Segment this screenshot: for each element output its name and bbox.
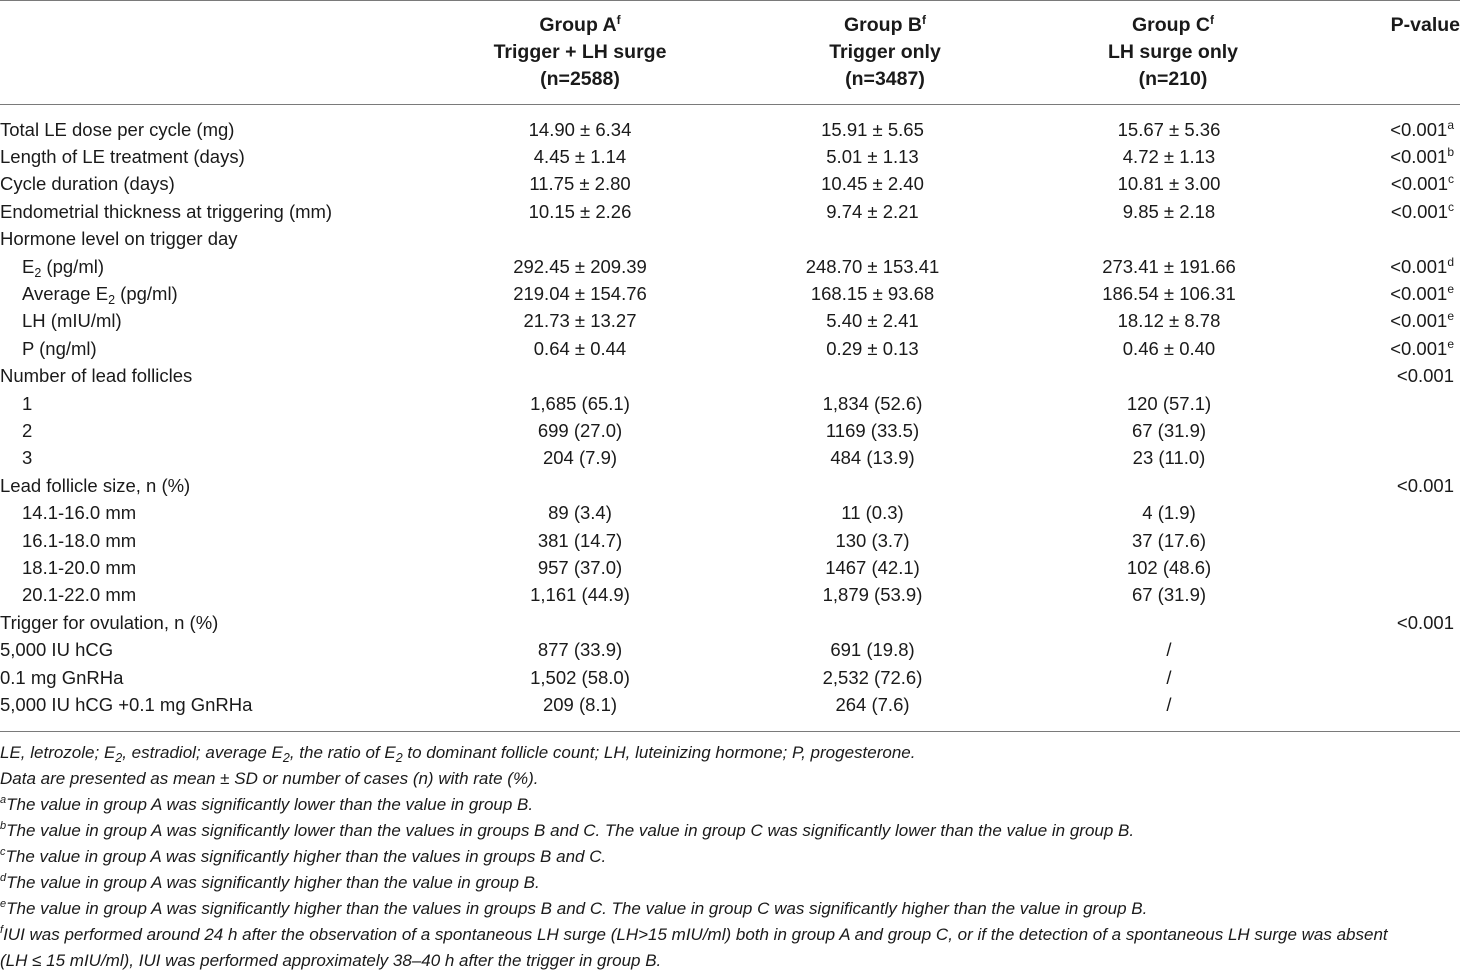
cell-p-value xyxy=(1313,116,1460,143)
top-rule xyxy=(0,0,1460,1)
cell-group-a xyxy=(440,472,720,499)
table-row xyxy=(0,499,1460,526)
cell-group-b: 264 (7.6) xyxy=(835,693,910,715)
cell-group-a: 957 (37.0) xyxy=(537,556,623,578)
cell-group-b: 2,532 (72.6) xyxy=(822,666,923,688)
cell-group-b: 11 (0.3) xyxy=(841,502,904,524)
footnote-list xyxy=(0,792,1460,974)
cell-group-b: 484 (13.9) xyxy=(830,447,915,469)
group-b-subtitle: Trigger only xyxy=(829,41,941,63)
cell-p-value xyxy=(1313,527,1460,554)
footnote-text: The value in group A was significantly higher than the values in groups B and C. The value in group C was significantly higher than the value in group B. xyxy=(6,899,1148,918)
table-footnotes xyxy=(0,740,1460,974)
header-p-value xyxy=(1360,12,1460,39)
table-row xyxy=(0,472,1460,499)
p-value-footnote-mark: c xyxy=(1448,199,1454,214)
row-label: Length of LE treatment (days) xyxy=(0,146,245,168)
table-row xyxy=(0,253,1460,280)
cell-p-value xyxy=(1313,582,1460,609)
footnote-mark: e xyxy=(0,898,7,910)
group-a-title: Group A xyxy=(539,14,617,36)
footnote xyxy=(0,844,1460,870)
group-a-sup: f xyxy=(616,13,621,27)
footnote xyxy=(0,792,1460,818)
table-row xyxy=(0,636,1460,663)
p-value-footnote-mark: e xyxy=(1447,282,1454,297)
row-label: Endometrial thickness at triggering (mm) xyxy=(0,200,333,222)
cell-group-b: 9.74 ± 2.21 xyxy=(826,200,919,222)
table-row xyxy=(0,363,1460,390)
cell-group-a: 381 (14.7) xyxy=(537,529,623,551)
data-presentation-note: Data are presented as mean ± SD or number of cases (n) with rate (%). xyxy=(0,769,539,788)
table-row xyxy=(0,527,1460,554)
group-b-sup: f xyxy=(922,13,926,27)
cell-p-value xyxy=(1313,253,1460,280)
row-label-subscript: 2 xyxy=(34,265,42,280)
cell-group-c: 120 (57.1) xyxy=(1126,392,1212,414)
cell-group-c xyxy=(1025,609,1313,636)
table-row xyxy=(0,582,1460,609)
cell-group-a xyxy=(440,363,720,390)
row-label xyxy=(0,253,440,280)
footnote-mark: c xyxy=(0,846,6,858)
cell-group-b xyxy=(720,226,1025,253)
header-group-a xyxy=(440,12,720,93)
cell-group-a: 21.73 ± 13.27 xyxy=(523,310,637,332)
cell-p-value xyxy=(1313,664,1460,691)
cell-group-c: / xyxy=(1166,666,1172,688)
abbrev-part: , the ratio of E xyxy=(289,743,396,762)
cell-group-c xyxy=(1025,363,1313,390)
cell-p-value xyxy=(1313,499,1460,526)
cell-group-a: 1,161 (44.9) xyxy=(530,584,630,606)
cell-group-c: 4 (1.9) xyxy=(1142,502,1196,524)
row-label: Total LE dose per cycle (mg) xyxy=(0,118,235,140)
abbrev-sub: 2 xyxy=(395,751,403,765)
row-label: 20.1-22.0 mm xyxy=(22,584,137,606)
cell-group-b: 5.01 ± 1.13 xyxy=(826,146,919,168)
row-label: Cycle duration (days) xyxy=(0,173,175,195)
footnote xyxy=(0,896,1460,922)
table-row xyxy=(0,308,1460,335)
p-value-footnote-mark: c xyxy=(1448,172,1454,187)
header-group-c xyxy=(1033,12,1313,93)
row-label: Trigger for ovulation, n (%) xyxy=(0,611,219,633)
p-value-text: <0.001 xyxy=(1390,173,1448,195)
row-label-text: (pg/ml) xyxy=(41,255,104,277)
cell-p-value xyxy=(1313,417,1460,444)
p-value-text: <0.001 xyxy=(1390,283,1448,305)
cell-group-a: 219.04 ± 154.76 xyxy=(513,283,647,305)
p-value-text: <0.001 xyxy=(1390,255,1448,277)
cell-group-b: 5.40 ± 2.41 xyxy=(826,310,919,332)
cell-group-c xyxy=(1025,472,1313,499)
cell-group-a xyxy=(440,226,720,253)
cell-p-value xyxy=(1313,280,1460,307)
cell-group-b: 1169 (33.5) xyxy=(825,419,920,441)
p-value-footnote-mark: e xyxy=(1447,336,1454,351)
table-row xyxy=(0,664,1460,691)
row-label-text: E xyxy=(22,255,35,277)
row-label-text: (pg/ml) xyxy=(115,283,178,305)
footnote-text: The value in group A was significantly higher than the value in group B. xyxy=(6,873,540,892)
row-label: 5,000 IU hCG +0.1 mg GnRHa xyxy=(0,693,253,715)
table-row xyxy=(0,417,1460,444)
cell-group-c: 67 (31.9) xyxy=(1131,584,1207,606)
cell-group-b: 15.91 ± 5.65 xyxy=(821,118,924,140)
cell-p-value xyxy=(1313,308,1460,335)
cell-p-value xyxy=(1313,554,1460,581)
cell-group-c: 18.12 ± 8.78 xyxy=(1117,310,1221,332)
bottom-rule xyxy=(0,731,1460,732)
abbrev-part: to dominant follicle count; LH, luteinizing hormone; P, progesterone. xyxy=(402,743,916,762)
row-label-text: Average E xyxy=(22,283,109,305)
cell-group-c: 273.41 ± 191.66 xyxy=(1102,255,1236,277)
group-a-subtitle: Trigger + LH surge xyxy=(493,41,667,63)
cell-p-value xyxy=(1313,143,1460,170)
cell-group-b xyxy=(720,472,1025,499)
table-row xyxy=(0,116,1460,143)
p-value-title: P-value xyxy=(1390,14,1460,36)
row-label: 14.1-16.0 mm xyxy=(22,502,137,524)
row-label: 1 xyxy=(22,392,33,414)
footnote xyxy=(0,922,1460,974)
cell-group-c: / xyxy=(1166,693,1172,715)
cell-group-a: 1,502 (58.0) xyxy=(530,666,630,688)
p-value-footnote-mark: a xyxy=(1447,117,1454,132)
p-value-text: <0.001 xyxy=(1390,310,1448,332)
table-row xyxy=(0,691,1460,718)
table-row xyxy=(0,226,1460,253)
cell-group-c: 0.46 ± 0.40 xyxy=(1122,337,1216,359)
table-row xyxy=(0,171,1460,198)
p-value-text: <0.001 xyxy=(1390,337,1448,359)
footnote-text: (LH ≤ 15 mIU/ml), IUI was performed approximately 38–40 h after the trigger in group B. xyxy=(0,951,662,970)
row-label: P (ng/ml) xyxy=(22,337,97,359)
p-value-text: <0.001 xyxy=(1390,200,1448,222)
cell-group-b: 10.45 ± 2.40 xyxy=(821,173,924,195)
p-value-footnote-mark: d xyxy=(1447,254,1454,269)
footnote-text: The value in group A was significantly lower than the value in group B. xyxy=(6,795,534,814)
abbrev-sub: 2 xyxy=(282,751,290,765)
row-label-subscript: 2 xyxy=(108,293,116,308)
p-value-footnote-mark: b xyxy=(1447,145,1454,160)
cell-group-c: 67 (31.9) xyxy=(1131,419,1207,441)
abbrev-part: LE, letrozole; E xyxy=(0,743,116,762)
cell-group-a: 11.75 ± 2.80 xyxy=(529,173,631,195)
cell-group-a xyxy=(440,609,720,636)
table-body xyxy=(0,116,1460,719)
cell-group-a: 204 (7.9) xyxy=(542,447,618,469)
header-rule xyxy=(0,104,1460,105)
footnote-mark: f xyxy=(0,924,4,936)
row-label: Hormone level on trigger day xyxy=(0,228,238,250)
group-b-n: (n=3487) xyxy=(845,68,925,90)
p-value-text: <0.001 xyxy=(1396,611,1454,633)
footnote xyxy=(0,870,1460,896)
cell-p-value xyxy=(1313,445,1460,472)
table-row xyxy=(0,554,1460,581)
cell-group-b: 1,879 (53.9) xyxy=(822,584,923,606)
p-value-footnote-mark: e xyxy=(1447,309,1454,324)
p-value-text: <0.001 xyxy=(1390,146,1448,168)
cell-group-c: 23 (11.0) xyxy=(1132,447,1206,469)
table-row xyxy=(0,445,1460,472)
row-label: Lead follicle size, n (%) xyxy=(0,474,191,496)
cell-group-a: 209 (8.1) xyxy=(542,693,618,715)
cell-group-a: 4.45 ± 1.14 xyxy=(533,146,627,168)
row-label: 16.1-18.0 mm xyxy=(22,529,137,551)
cell-group-a: 877 (33.9) xyxy=(537,639,623,661)
row-label: 3 xyxy=(22,447,33,469)
group-c-n: (n=210) xyxy=(1138,68,1208,90)
cell-p-value xyxy=(1313,609,1460,636)
p-value-text: <0.001 xyxy=(1396,474,1454,496)
row-label xyxy=(0,280,440,307)
group-c-sup: f xyxy=(1210,13,1214,27)
table-row xyxy=(0,198,1460,225)
cell-group-b: 168.15 ± 93.68 xyxy=(810,283,935,305)
group-a-n: (n=2588) xyxy=(540,68,620,90)
abbreviations-note xyxy=(0,740,1460,766)
table-row xyxy=(0,390,1460,417)
group-c-subtitle: LH surge only xyxy=(1107,41,1239,63)
cell-p-value xyxy=(1313,390,1460,417)
cell-group-c: 4.72 ± 1.13 xyxy=(1122,146,1216,168)
row-label: 5,000 IU hCG xyxy=(0,639,114,661)
footnote-mark: b xyxy=(0,820,7,832)
cell-group-b: 0.29 ± 0.13 xyxy=(826,337,919,359)
p-value-text: <0.001 xyxy=(1390,118,1448,140)
cell-group-a: 1,685 (65.1) xyxy=(530,392,630,414)
cell-group-b: 691 (19.8) xyxy=(830,639,915,661)
table-row xyxy=(0,143,1460,170)
cell-group-a: 699 (27.0) xyxy=(537,419,623,441)
cell-p-value xyxy=(1313,472,1460,499)
header-group-b xyxy=(745,12,1025,93)
cell-group-a: 0.64 ± 0.44 xyxy=(533,337,627,359)
cell-p-value xyxy=(1313,335,1460,362)
row-label: 0.1 mg GnRHa xyxy=(0,666,124,688)
cell-group-c: 9.85 ± 2.18 xyxy=(1122,200,1216,222)
row-label: 18.1-20.0 mm xyxy=(22,556,137,578)
abbrev-part: , estradiol; average E xyxy=(122,743,283,762)
cell-p-value xyxy=(1313,691,1460,718)
cell-p-value xyxy=(1313,226,1460,253)
footnote-mark: a xyxy=(0,794,7,806)
footnote-text: IUI was performed around 24 h after the observation of a spontaneous LH surge (LH>15 mIU/ml) both in group A and group C, or if the detection of a spontaneous LH surge was absent xyxy=(3,925,1388,944)
cell-group-a: 89 (3.4) xyxy=(548,502,612,524)
results-table xyxy=(0,116,1460,719)
p-value-text: <0.001 xyxy=(1396,365,1454,387)
cell-group-b: 1,834 (52.6) xyxy=(822,392,923,414)
footnote-text: The value in group A was significantly higher than the values in groups B and C. xyxy=(5,847,607,866)
group-b-title: Group B xyxy=(844,14,922,36)
table-row xyxy=(0,280,1460,307)
cell-group-a: 292.45 ± 209.39 xyxy=(513,255,647,277)
cell-group-a: 14.90 ± 6.34 xyxy=(528,118,632,140)
cell-group-c: 37 (17.6) xyxy=(1131,529,1207,551)
group-c-title: Group C xyxy=(1132,14,1210,36)
cell-p-value xyxy=(1313,198,1460,225)
footnote-mark: d xyxy=(0,872,7,884)
cell-group-b: 248.70 ± 153.41 xyxy=(805,255,940,277)
abbrev-sub: 2 xyxy=(115,751,123,765)
cell-group-b xyxy=(720,609,1025,636)
table-row xyxy=(0,335,1460,362)
row-label: LH (mIU/ml) xyxy=(22,310,122,332)
cell-p-value xyxy=(1313,636,1460,663)
footnote-text: The value in group A was significantly lower than the values in groups B and C. The value in group C was significantly lower than the value in group B. xyxy=(6,821,1135,840)
row-label: Number of lead follicles xyxy=(0,365,193,387)
cell-group-c: / xyxy=(1166,639,1172,661)
footnote xyxy=(0,818,1460,844)
cell-group-c: 102 (48.6) xyxy=(1126,556,1212,578)
cell-group-c: 15.67 ± 5.36 xyxy=(1117,118,1221,140)
table-row xyxy=(0,609,1460,636)
cell-group-a: 10.15 ± 2.26 xyxy=(528,200,632,222)
cell-group-b: 130 (3.7) xyxy=(835,529,910,551)
cell-group-c xyxy=(1025,226,1313,253)
row-label: 2 xyxy=(22,419,33,441)
cell-group-b xyxy=(720,363,1025,390)
cell-group-b: 1467 (42.1) xyxy=(825,556,920,578)
cell-p-value xyxy=(1313,171,1460,198)
cell-group-c: 10.81 ± 3.00 xyxy=(1117,173,1221,195)
cell-group-c: 186.54 ± 106.31 xyxy=(1102,283,1236,305)
cell-p-value xyxy=(1313,363,1460,390)
